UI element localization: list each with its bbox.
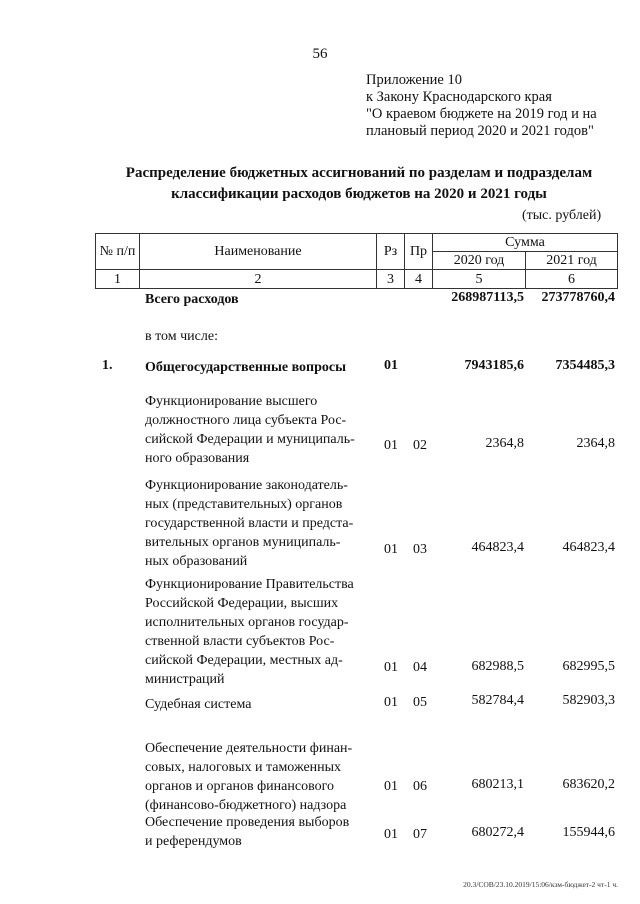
row-name: Функционирование высшего должностного лица субъекта Рос- сийской Федерации и муниципаль- ного образования <box>145 394 355 466</box>
header-rz: Рз <box>377 234 405 270</box>
total-2020: 268987113,5 <box>451 290 524 305</box>
row-rz: 01 <box>384 695 398 710</box>
row-pr: 03 <box>413 542 427 557</box>
row-pr: 04 <box>413 660 427 675</box>
total-name: Всего расходов <box>145 292 239 307</box>
row-name: Функционирование Правительства Российской Федерации, высших исполнительных органов государ- ственной власти субъектов Рос- сийской Федерации, местных ад- министраций <box>145 577 354 687</box>
row-2021: 2364,8 <box>576 436 615 451</box>
row-name: Функционирование законодатель- ных (представительных) органов государственной власти и предста- вительных органов муниципаль- ных образований <box>145 478 354 569</box>
colnum-1: 1 <box>96 270 140 289</box>
appendix-line: Приложение 10 <box>366 72 462 88</box>
header-pr: Пр <box>405 234 433 270</box>
total-2021: 273778760,4 <box>541 290 615 305</box>
colnum-4: 4 <box>405 270 433 289</box>
row-2020: 2364,8 <box>485 436 524 451</box>
section-name: Общегосударственные вопросы <box>145 360 347 375</box>
colnum-3: 3 <box>377 270 405 289</box>
units-label: (тыс. рублей) <box>522 208 602 223</box>
page-number: 56 <box>312 46 328 62</box>
document-title <box>0 163 640 205</box>
section-number: 1. <box>102 358 113 373</box>
appendix-line: к Закону Краснодарского края <box>366 89 552 105</box>
row-name: Обеспечение проведения выборов и референдумов <box>145 815 350 849</box>
row-2020: 680213,1 <box>471 777 524 792</box>
header-2021: 2021 год <box>526 252 618 270</box>
row-2021: 683620,2 <box>562 777 615 792</box>
footer-code: 20.3/СОВ/23.10.2019/15:06/кзм-бюджет-2 чт-1 ч. <box>463 880 618 889</box>
row-name: Обеспечение деятельности финан- совых, налоговых и таможенных органов и органов финансового (финансово-бюджетного) надзора <box>145 741 353 813</box>
row-rz: 01 <box>384 827 398 842</box>
header-name: Наименование <box>140 234 377 270</box>
row-pr: 06 <box>413 779 427 794</box>
row-2021: 155944,6 <box>562 825 615 840</box>
row-2021: 682995,5 <box>562 659 615 674</box>
appendix-line: "О краевом бюджете на 2019 год и на <box>366 106 597 122</box>
colnum-6: 6 <box>526 270 618 289</box>
row-rz: 01 <box>384 660 398 675</box>
row-pr: 07 <box>413 827 427 842</box>
title-line-2: классификации расходов бюджетов на 2020 и 2021 годы <box>171 186 547 202</box>
row-2021: 464823,4 <box>562 540 615 555</box>
row-2020: 680272,4 <box>471 825 524 840</box>
appendix-note <box>366 72 597 140</box>
row-2020: 582784,4 <box>471 693 524 708</box>
section-2021: 7354485,3 <box>555 358 615 373</box>
row-rz: 01 <box>384 438 398 453</box>
row-pr: 05 <box>413 695 427 710</box>
section-rz: 01 <box>384 358 398 373</box>
appendix-line: плановый период 2020 и 2021 годов" <box>366 123 594 139</box>
colnum-2: 2 <box>140 270 377 289</box>
row-2020: 464823,4 <box>471 540 524 555</box>
header-sum: Сумма <box>433 234 618 252</box>
row-rz: 01 <box>384 542 398 557</box>
row-name: Судебная система <box>145 697 252 712</box>
header-2020: 2020 год <box>433 252 526 270</box>
row-2020: 682988,5 <box>471 659 524 674</box>
header-num: № п/п <box>96 234 140 270</box>
row-2021: 582903,3 <box>562 693 615 708</box>
colnum-5: 5 <box>433 270 526 289</box>
table-header <box>95 233 618 289</box>
row-rz: 01 <box>384 779 398 794</box>
row-pr: 02 <box>413 438 427 453</box>
section-2020: 7943185,6 <box>464 358 524 373</box>
including-label: в том числе: <box>145 329 218 344</box>
title-line-1: Распределение бюджетных ассигнований по разделам и подразделам <box>125 165 593 181</box>
